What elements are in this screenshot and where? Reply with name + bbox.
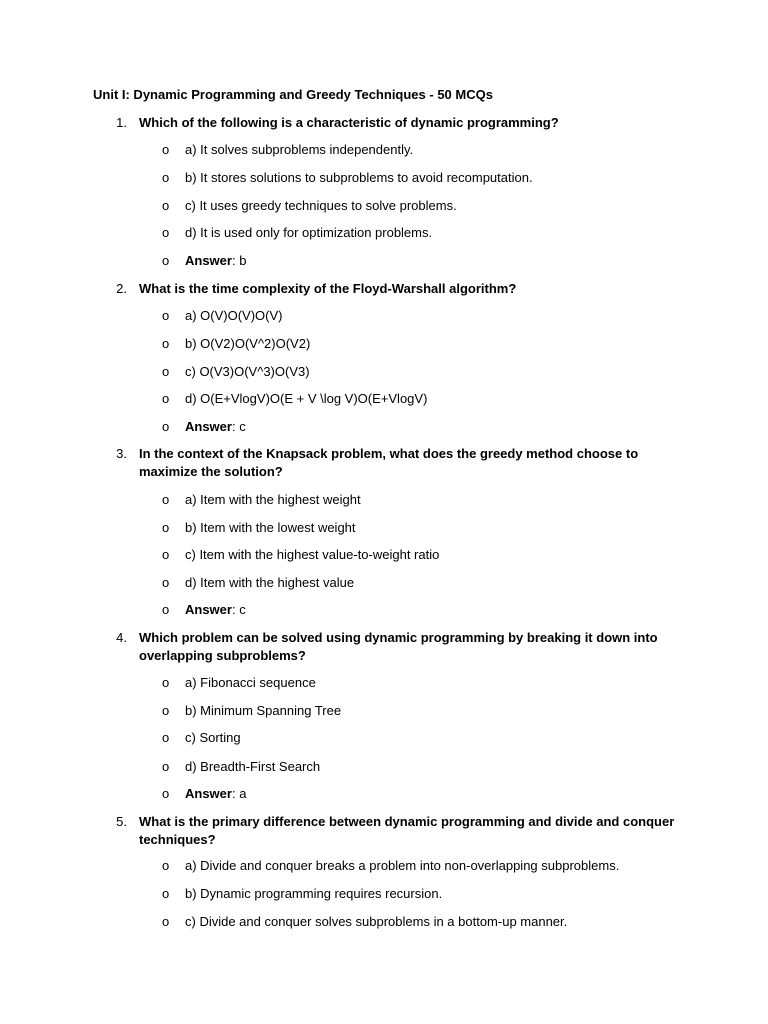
answer-line <box>185 786 246 801</box>
bullet: o <box>162 308 170 323</box>
bullet: o <box>162 759 170 774</box>
bullet: o <box>162 419 170 434</box>
answer-line <box>185 419 246 434</box>
document-title: Unit I: Dynamic Programming and Greedy Techniques - 50 MCQs <box>93 87 493 102</box>
bullet: o <box>162 198 170 213</box>
bullet: o <box>162 730 170 745</box>
option-text: b) Item with the lowest weight <box>185 520 356 535</box>
option-text: c) Divide and conquer solves subproblems in a bottom-up manner. <box>185 914 568 929</box>
bullet: o <box>162 602 170 617</box>
bullet: o <box>162 520 170 535</box>
question-number: 3. <box>116 446 127 461</box>
answer-value: : b <box>231 253 247 268</box>
answer-value: : c <box>231 602 246 617</box>
answer-label: Answer <box>185 602 232 617</box>
option-text: a) Fibonacci sequence <box>185 675 316 690</box>
bullet: o <box>162 336 170 351</box>
question-text: In the context of the Knapsack problem, what does the greedy method choose to maximize the solution? <box>139 446 639 479</box>
option-text: a) It solves subproblems independently. <box>185 142 414 157</box>
answer-value: : c <box>231 419 246 434</box>
bullet: o <box>162 225 170 240</box>
bullet: o <box>162 170 170 185</box>
question-number: 1. <box>116 115 127 130</box>
option-text: c) Sorting <box>185 730 241 745</box>
answer-label: Answer <box>185 253 232 268</box>
option-text: d) It is used only for optimization problems. <box>185 225 433 240</box>
option-text: c) It uses greedy techniques to solve problems. <box>185 198 457 213</box>
question-number: 2. <box>116 281 127 296</box>
question-text: What is the time complexity of the Floyd-Warshall algorithm? <box>139 281 517 296</box>
option-text: c) Item with the highest value-to-weight ratio <box>185 547 440 562</box>
answer-line <box>185 602 246 617</box>
bullet: o <box>162 391 170 406</box>
option-text: b) Dynamic programming requires recursion. <box>185 886 443 901</box>
question-text: What is the primary difference between dynamic programming and divide and conquer techniques? <box>139 814 675 847</box>
bullet: o <box>162 492 170 507</box>
answer-label: Answer <box>185 419 232 434</box>
bullet: o <box>162 914 170 929</box>
option-text: c) O(V3)O(V^3)O(V3) <box>185 364 310 379</box>
question-number: 5. <box>116 814 127 829</box>
bullet: o <box>162 142 170 157</box>
option-text: d) Breadth-First Search <box>185 759 321 774</box>
bullet: o <box>162 364 170 379</box>
option-text: d) O(E+VlogV)O(E + V \log V)O(E+VlogV) <box>185 391 428 406</box>
option-text: a) Divide and conquer breaks a problem into non-overlapping subproblems. <box>185 858 620 873</box>
question-text: Which of the following is a characteristic of dynamic programming? <box>139 115 559 130</box>
bullet: o <box>162 786 170 801</box>
bullet: o <box>162 575 170 590</box>
answer-line <box>185 253 246 268</box>
bullet: o <box>162 858 170 873</box>
bullet: o <box>162 675 170 690</box>
option-text: a) O(V)O(V)O(V) <box>185 308 283 323</box>
bullet: o <box>162 253 170 268</box>
question-number: 4. <box>116 630 127 645</box>
bullet: o <box>162 547 170 562</box>
option-text: b) Minimum Spanning Tree <box>185 703 342 718</box>
option-text: d) Item with the highest value <box>185 575 355 590</box>
answer-value: : a <box>231 786 247 801</box>
bullet: o <box>162 886 170 901</box>
answer-label: Answer <box>185 786 232 801</box>
question-text: Which problem can be solved using dynamic programming by breaking it down into overlapping subproblems? <box>139 630 658 663</box>
bullet: o <box>162 703 170 718</box>
option-text: a) Item with the highest weight <box>185 492 361 507</box>
option-text: b) It stores solutions to subproblems to avoid recomputation. <box>185 170 533 185</box>
option-text: b) O(V2)O(V^2)O(V2) <box>185 336 311 351</box>
